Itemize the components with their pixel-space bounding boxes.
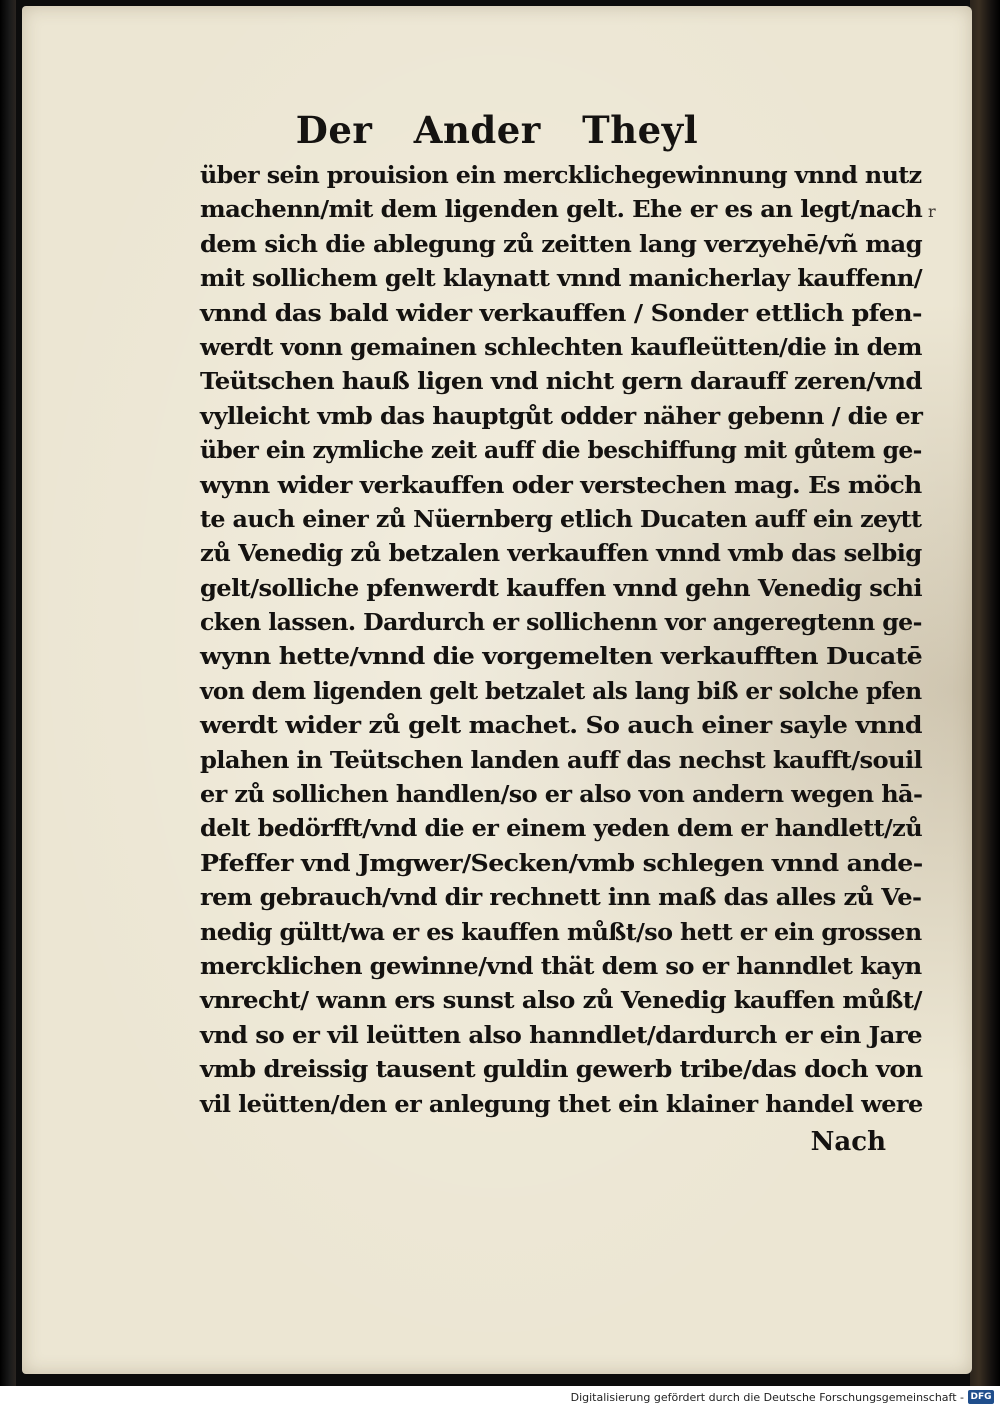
text-line: delt bedörfft/vnd die er einem yeden dem er handlett/zů	[200, 814, 923, 843]
text-line: vnd so er vil leütten also hanndlet/dardurch er ein Jare	[200, 1020, 923, 1049]
text-line: Teütschen hauß ligen vnd nicht gern darauff zeren/vnd	[200, 367, 922, 396]
dfg-logo-icon: DFG	[968, 1390, 994, 1404]
text-line: von dem ligenden gelt betzalet als lang biß er solche pfen	[200, 676, 922, 705]
text-line: gelt/solliche pfenwerdt kauffen vnnd gehn Venedig schi	[200, 573, 922, 602]
footer-bar	[0, 1386, 1000, 1411]
text-line: dem sich die ablegung zů zeitten lang verzyehē/vñ mag	[200, 229, 922, 258]
text-line: über ein zymliche zeit auff die beschiffung mit gůtem ge-	[200, 436, 922, 465]
text-line: machenn/mit dem ligenden gelt. Ehe er es an legt/nach	[200, 195, 923, 224]
text-line: te auch einer zů Nüernberg etlich Ducaten auff ein zeytt	[200, 504, 922, 533]
text-line: mercklichen gewinne/vnd thät dem so er hanndlet kayn	[200, 951, 922, 980]
text-line: vil leütten/den er anlegung thet ein klainer handel were	[200, 1089, 923, 1118]
text-line: zů Venedig zů betzalen verkauffen vnnd vmb das selbig	[200, 539, 922, 568]
text-line: werdt vonn gemainen schlechten kaufleütten/die in dem	[200, 332, 922, 361]
footer-credit: Digitalisierung gefördert durch die Deutsche Forschungsgemeinschaft -	[570, 1391, 964, 1404]
catchword: Nach	[810, 1127, 886, 1157]
text-line: werdt wider zů gelt machet. So auch einer sayle vnnd	[200, 711, 922, 740]
text-line: vnrecht/ wann ers sunst also zů Venedig kauffen můßt/	[200, 986, 922, 1015]
text-line: über sein prouision ein mercklichegewinnung vnnd nutz	[200, 161, 922, 189]
text-line: vmb dreissig tausent guldin gewerb tribe/das doch von	[200, 1055, 923, 1084]
text-line: plahen in Teütschen landen auff das nechst kaufft/souil	[200, 745, 923, 774]
text-line: Pfeffer vnd Jmgwer/Secken/vmb schlegen vnnd ande-	[200, 848, 923, 877]
text-line: rem gebrauch/vnd dir rechnett inn maß das alles zů Ve-	[200, 883, 922, 912]
book-spine-edge	[970, 0, 1000, 1386]
scan-left-edge	[0, 0, 16, 1386]
text-line: vylleicht vmb das hauptgůt odder näher gebenn / die er	[200, 401, 923, 430]
body-text	[200, 158, 922, 1121]
text-line: wynn wider verkauffen oder verstechen mag. Es möch	[200, 470, 922, 499]
book-page	[22, 6, 972, 1374]
text-line: wynn hette/vnnd die vorgemelten verkaufften Ducatē	[200, 642, 923, 671]
text-line: er zů sollichen handlen/so er also von andern wegen hā-	[200, 780, 923, 809]
text-line: vnnd das bald wider verkauffen / Sonder ettlich pfen-	[200, 298, 922, 327]
text-line: cken lassen. Dardurch er sollichenn vor angeregtenn ge-	[200, 608, 922, 637]
running-head: Der Ander Theyl	[295, 108, 699, 152]
text-line: mit sollichem gelt klaynatt vnnd manicherlay kauffenn/	[200, 264, 922, 293]
text-line: nedig gültt/wa er es kauffen můßt/so hett er ein grossen	[200, 917, 922, 946]
margin-mark: r	[928, 202, 936, 221]
